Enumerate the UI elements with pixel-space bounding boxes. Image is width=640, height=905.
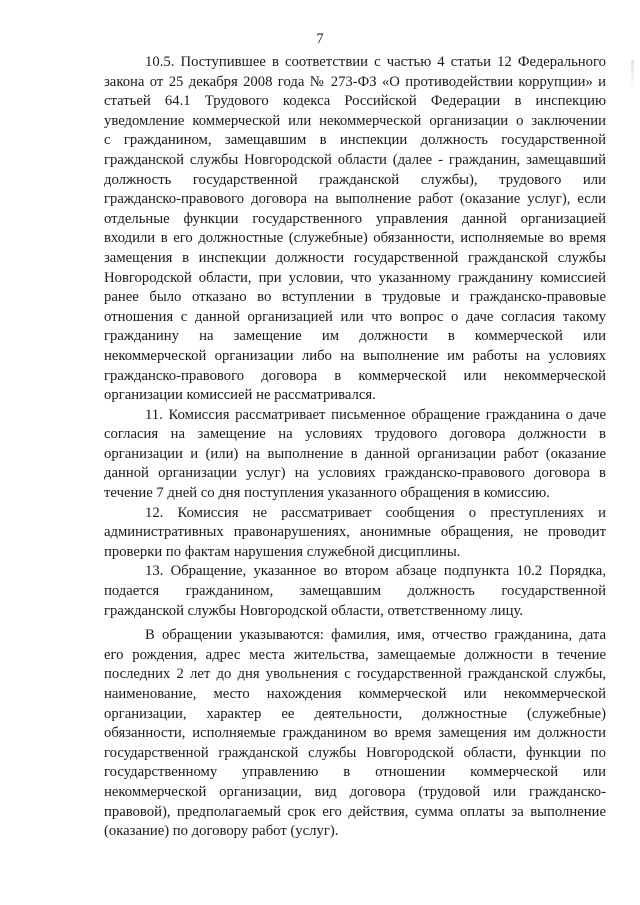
text-line: отдельные функции государственного управления данной организацией <box>104 210 606 227</box>
text-line: данной организации услуг) на условиях гражданско-правового договора в <box>104 465 606 482</box>
text-line: 10.5. Поступившее в соответствии с частью 4 статьи 12 Федерального <box>145 54 606 70</box>
text-line: его рождения, адрес места жительства, замещаемые должности в течение <box>104 646 606 663</box>
text-line: В обращении указываются: фамилия, имя, отчество гражданина, дата <box>145 627 606 644</box>
text-line: течение 7 дней со дня поступления указанного обращения в комиссию. <box>104 485 550 502</box>
text-line: замещения в инспекции должности государственной гражданской службы <box>104 249 606 266</box>
text-line: (оказание) по договору работ (услуг). <box>104 823 339 840</box>
text-line: административных правонарушениях, анонимные обращения, не проводит <box>104 524 606 541</box>
paragraph-12 <box>104 504 606 563</box>
paragraph-11 <box>104 406 606 504</box>
paragraph-13 <box>104 562 606 621</box>
text-line: согласия на замещение на условиях трудового договора должности в <box>104 426 606 443</box>
text-line: подается гражданином, замещавшим должность государственной <box>104 583 606 600</box>
text-line: Новгородской области, при условии, что указанному гражданину комиссией <box>104 269 606 286</box>
text-line: ранее было отказано во вступлении в трудовые и гражданско-правовые <box>104 289 606 306</box>
text-line: некоммерческой организации либо на выполнение им работы на условиях <box>104 347 606 364</box>
page-number: 7 <box>316 31 324 47</box>
text-line: государственному управлению в отношении коммерческой или <box>104 764 606 781</box>
text-line: организации и (или) на выполнение в данной организации работ (оказание <box>104 445 606 462</box>
document-body <box>104 53 606 842</box>
text-line: гражданской службы Новгородской области (далее - гражданин, замещавший <box>104 151 606 168</box>
text-line: отношения с данной организацией или что вопрос о даче согласия такому <box>104 308 606 325</box>
text-line: организации, характер ее деятельности, должностные (служебные) <box>104 705 606 722</box>
text-line: гражданско-правового договора в коммерческой или некоммерческой <box>104 367 606 384</box>
text-line: гражданско-правового договора на выполнение работ (оказание услуг), если <box>104 191 606 208</box>
text-line: 13. Обращение, указанное во втором абзаце подпункта 10.2 Порядка, <box>145 563 606 580</box>
text-line: 11. Комиссия рассматривает письменное обращение гражданина о даче <box>145 406 606 423</box>
text-line: должность государственной гражданской службы), трудового или <box>104 171 606 188</box>
text-line: проверки по фактам нарушения служебной дисциплины. <box>104 543 461 560</box>
text-line: 12. Комиссия не рассматривает сообщения о преступлениях и <box>145 504 606 521</box>
paragraph-10-5 <box>104 53 606 406</box>
text-line: входили в его должностные (служебные) обязанности, исполняемые во время <box>104 230 606 247</box>
text-line: некоммерческой организации, вид договора (трудовой или гражданско- <box>104 783 606 800</box>
text-line: закона от 25 декабря 2008 года № 273-ФЗ «О противодействии коррупции» и <box>104 73 606 90</box>
text-line: наименование, место нахождения коммерческой или некоммерческой <box>104 686 606 702</box>
text-line: статьей 64.1 Трудового кодекса Российской Федерации в инспекцию <box>104 93 606 110</box>
scan-edge-mark <box>631 60 634 90</box>
text-line: обязанности, исполняемые гражданином во время замещения им должности <box>104 725 606 742</box>
text-line: уведомление коммерческой или некоммерческой организации о заключении <box>104 112 606 129</box>
text-line: гражданину на замещение им должности в коммерческой или <box>104 328 606 345</box>
text-line: государственной гражданской службы Новгородской области, функции по <box>104 744 606 761</box>
text-line: последних 2 лет до дня увольнения с государственной гражданской службы, <box>104 666 606 683</box>
text-line: гражданской службы Новгородской области, ответственному лицу. <box>104 602 524 619</box>
text-line: с гражданином, замещавшим в инспекции должность государственной <box>104 132 606 149</box>
paragraph-13-contents <box>104 626 606 842</box>
text-line: правовой), предполагаемый срок его действия, сумма оплаты за выполнение <box>104 803 606 820</box>
text-line: организации комиссией не рассматривался. <box>104 387 376 404</box>
